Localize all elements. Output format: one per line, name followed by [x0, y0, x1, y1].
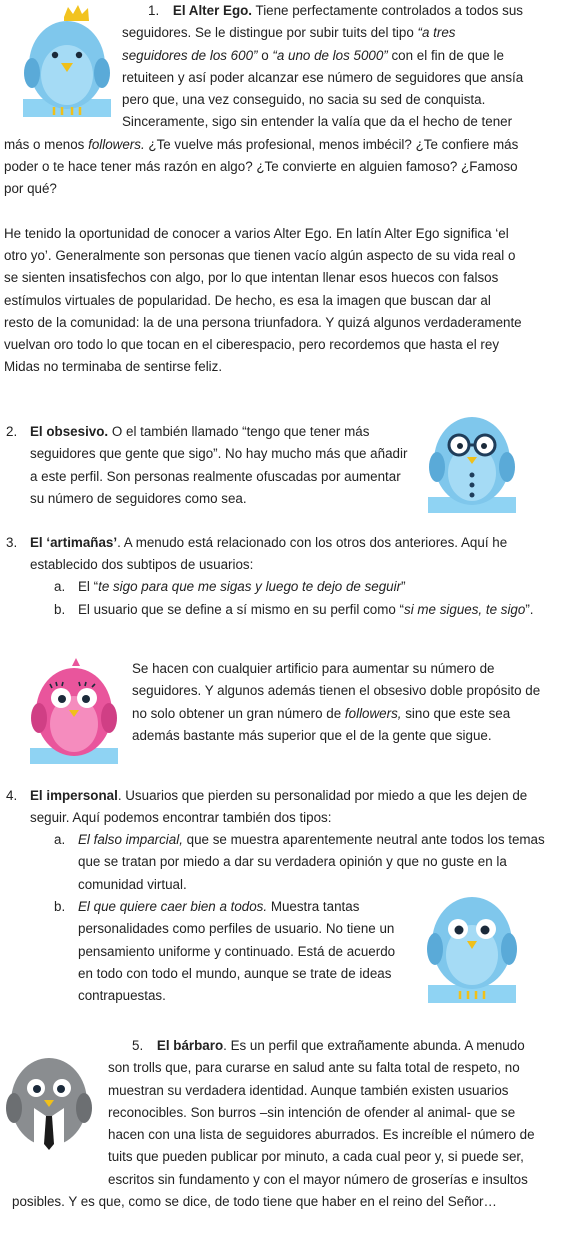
- section-3: El ‘artimañas’. A menudo está relacionado con los otros dos anteriores. Aquí he establecido dos subtipos de usuarios:: [30, 535, 508, 573]
- section-1-intro: 1. El Alter Ego. Tiene perfectamente controlados a todos sus seguidores. Se le distingue por subir tuits del tipo “a tres seguidores de los 600” o “a uno de los 5000” con el fin de que le retuiteen y así poder alcanzar ese número de seguidores que ansía pero que, una vez conseguido, no sacia su sed de conquista. Sinceramente, sigo sin entender la valía que da el hecho de tener más o menos followers. ¿Te vuelve más profesional, menos imbécil? ¿Te confiere más poder o te hace tener más razón en algo? ¿Te convierte en alguien famoso? ¿Famoso por qué?: [4, 3, 524, 197]
- section-3-a-marker: a.: [54, 579, 66, 594]
- section-5-number: 5.: [132, 1038, 144, 1053]
- nerd-blue-bird-icon: [425, 407, 519, 515]
- section-3-item-b: El usuario que se define a sí mismo en su perfil como “si me sigues, te sigo”.: [78, 602, 534, 617]
- section-4-b-marker: b.: [54, 899, 66, 914]
- blue-bird-icon: [424, 885, 520, 1005]
- section-1-paragraph-2: He tenido la oportunidad de conocer a varios Alter Ego. En latín Alter Ego significa ‘el otro yo’. Generalmente son personas que tienen vacío algún aspecto de su vida real o se sienten insatisfechos con algo, por lo que intentan llenar esos huecos con falsos estímulos virtuales de popularidad. De hecho, es esa la imagen que buscan dar al resto de la comunidad: la de una persona triunfadora. Y quizá algunos verdaderamente vuelvan oro todo lo que tocan en el ciberespacio, pero recordemos que hasta el rey Midas no terminaba de sentirse feliz.: [4, 225, 522, 375]
- section-3-b-marker: b.: [54, 602, 66, 617]
- section-1-number: 1.: [148, 3, 160, 18]
- section-3-number: 3.: [6, 535, 18, 550]
- section-5: 5. El bárbaro. Es un perfil que extrañamente abunda. A menudo son trolls que, para curarse en salud ante su falta total de respeto, no muestran su verdadera identidad. Aunque también existen usuarios reconocibles. Son burros –sin intención de ofender al animal- que se hacen con una lista de seguidores aburrados. Es increíble el número de tuits que pueden publicar por minuto, a cada cual peor y, si puede ser, escritos sin fundamento y con el mayor número de groserías e insultos posibles. Y es que, como se dice, de todo tiene que haber en el reino del Señor…: [12, 1038, 535, 1210]
- section-1: [4, 0, 524, 379]
- section-2-number: 2.: [6, 424, 18, 439]
- section-3-item-a: El “te sigo para que me sigas y luego te dejo de seguir”: [78, 579, 406, 594]
- section-2-title: El obsesivo.: [30, 424, 109, 439]
- section-5-title: El bárbaro: [156, 1038, 224, 1053]
- section-3-paragraph: Se hacen con cualquier artificio para aumentar su número de seguidores. Y algunos además tienen el obsesivo doble propósito de no solo obtener un gran número de followers, sino que este sea además bastante más superior que el de la gente que sigue.: [132, 661, 541, 743]
- section-4-item-a: El falso imparcial, que se muestra aparentemente neutral ante todos los temas que se tratan por miedo a dar su verdadera opinión y que no guste en la comunidad virtual.: [78, 832, 545, 892]
- section-4-title: El impersonal: [30, 788, 118, 803]
- section-4: El impersonal. Usuarios que pierden su personalidad por miedo a que les dejen de seguir. Aquí podemos encontrar también dos tipos:: [30, 788, 528, 826]
- section-4-number: 4.: [6, 788, 18, 803]
- section-4-a-marker: a.: [54, 832, 66, 847]
- section-4-item-b: El que quiere caer bien a todos. Muestra tantas personalidades como perfiles de usuario. No tiene un pensamiento uniforme y continuado. Está de acuerdo en todo con todo el mundo, aunque se trate de ideas contrapuestas.: [78, 899, 396, 1004]
- section-1-title: El Alter Ego.: [172, 3, 253, 18]
- section-2: El obsesivo. O el también llamado “tengo que tener más seguidores que gente que sigo”. No hay mucho más que añadir a este perfil. Son personas realmente ofuscadas por aumentar su número de seguidores como sea.: [30, 424, 408, 506]
- pink-bird-icon: [28, 656, 120, 766]
- section-3-title: El ‘artimañas’: [30, 535, 118, 550]
